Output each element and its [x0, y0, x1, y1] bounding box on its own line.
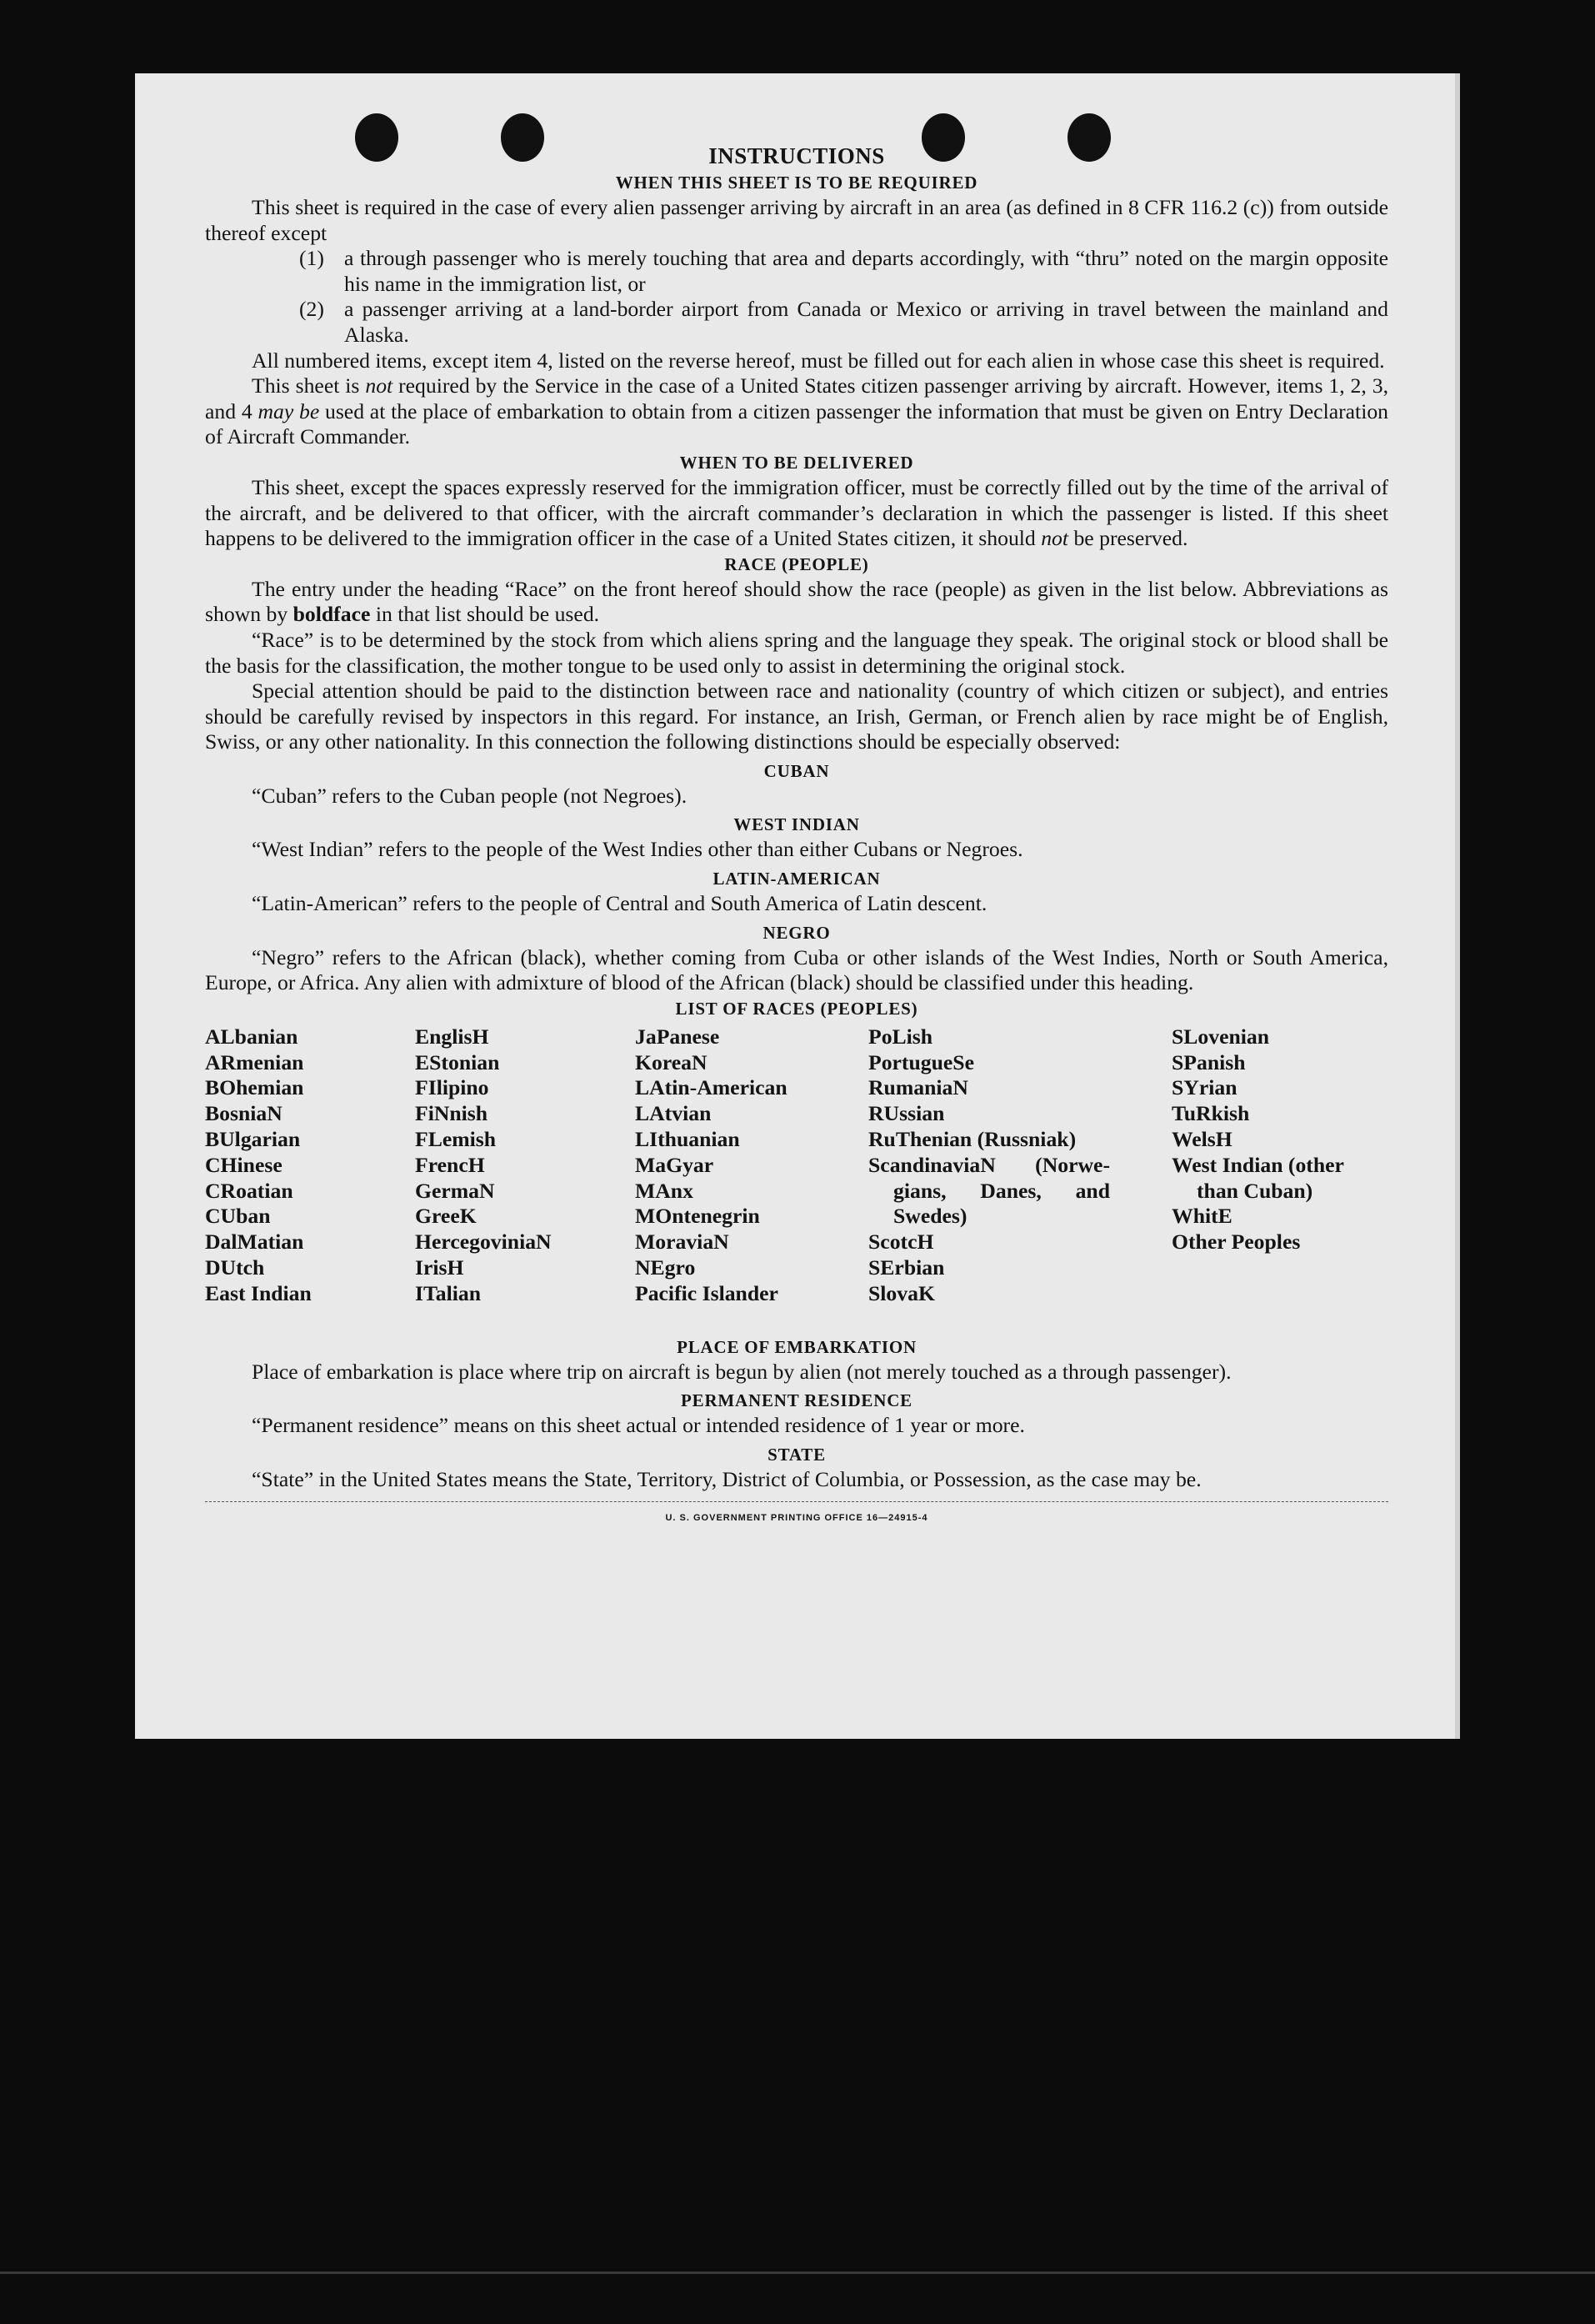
- race-entry: SPanish: [1172, 1049, 1246, 1074]
- numbered-items-paragraph: All numbered items, except item 4, listed on the reverse hereof, must be filled out for each alien in whose case this sheet is required.: [252, 348, 1385, 373]
- section-heading-when-required: WHEN THIS SHEET IS TO BE REQUIRED: [615, 173, 978, 193]
- race-entry: BosniaN: [205, 1101, 282, 1126]
- race-entry: GreeK: [415, 1204, 477, 1229]
- race-entry: WhitE: [1172, 1204, 1232, 1229]
- race-entry: FiNnish: [415, 1101, 488, 1126]
- page-title: INSTRUCTIONS: [708, 143, 885, 168]
- race-entry: FrencH: [415, 1152, 485, 1177]
- race-entry: SYrian: [1172, 1075, 1238, 1100]
- race-entry: LIthuanian: [635, 1127, 740, 1152]
- cuban-paragraph: “Cuban” refers to the Cuban people (not Negroes).: [252, 783, 688, 808]
- emphasis: not: [1041, 526, 1069, 551]
- race-entry-continuation: Swedes): [893, 1204, 968, 1229]
- text-span: This sheet, except the spaces expressly reserved for the immigration officer, must be correctly filled out by the time of the arrival of the aircraft, and be delivered to that officer, with the aircraft commander’s declaration in which the passenger is listed. If this sheet happens to be delivered to the immigration officer in the case of a United States citizen, it should: [205, 474, 1388, 551]
- race-entry-part: gians,: [893, 1178, 947, 1203]
- race-column: [415, 1024, 552, 1307]
- race-entry: CUban: [205, 1204, 271, 1229]
- race-entry: MaGyar: [635, 1152, 714, 1177]
- text-span: required by the Service in the case of a United States citizen passenger arriving by aircraft. However, items 1, 2, 3, and 4: [205, 373, 1389, 423]
- race-paragraph: [205, 577, 1388, 628]
- race-column: [868, 1024, 1110, 1307]
- item-number: (1): [299, 246, 324, 271]
- negro-paragraph: “Negro” refers to the African (black), whether coming from Cuba or other islands of the West Indies, North or South America, Europe, or Africa. Any alien with admixture of blood of the African (black) should be classified under this heading.: [205, 944, 1388, 995]
- text-span: The entry under the heading “Race” on the front hereof should show the race (people) as given in the list below. Abbreviations as shown by: [205, 576, 1388, 627]
- race-entry: SlovaK: [868, 1280, 935, 1305]
- section-heading-place-of-embarkation: PLACE OF EMBARKATION: [677, 1336, 917, 1357]
- embarkation-paragraph: Place of embarkation is place where trip on aircraft is begun by alien (not merely touched as a through passenger).: [252, 1359, 1232, 1384]
- race-entry: West Indian (other: [1172, 1152, 1344, 1177]
- race-paragraph: Special attention should be paid to the distinction between race and nationality (country of which citizen or subject), and entries should be carefully revised by inspectors in this regard. For instance, an Irish, German, or French alien by race might be of English, Swiss, or any other nationality. In this connection the following distinctions should be especially observed:: [205, 679, 1388, 754]
- emphasis: not: [365, 373, 393, 398]
- scan-edge-line: [0, 2271, 1595, 2274]
- required-intro: This sheet is required in the case of every alien passenger arriving by aircraft in an area (as defined in 8 CFR 116.2 (c)) from outside thereof except: [205, 195, 1388, 245]
- latin-american-paragraph: “Latin-American” refers to the people of Central and South America of Latin descent.: [252, 891, 988, 916]
- instructions-content: [205, 142, 1388, 1530]
- race-entry-part: and: [1075, 1178, 1110, 1203]
- race-entry-part: (Norwe-: [1035, 1152, 1110, 1177]
- race-entry: ARmenian: [205, 1049, 304, 1074]
- race-entry: PortugueSe: [868, 1049, 974, 1074]
- state-paragraph: “State” in the United States means the State, Territory, District of Columbia, or Possession, as the case may be.: [252, 1467, 1202, 1492]
- section-heading-state: STATE: [768, 1445, 826, 1465]
- race-entry: CHinese: [205, 1152, 282, 1177]
- citizen-paragraph: [205, 373, 1388, 450]
- race-entry: IrisH: [415, 1255, 464, 1280]
- emphasis: may be: [258, 398, 320, 423]
- race-entry-continuation: than Cuban): [1197, 1178, 1313, 1203]
- exception-item: [299, 297, 1388, 348]
- section-heading-when-delivered: WHEN TO BE DELIVERED: [679, 452, 914, 473]
- race-column: [1172, 1024, 1344, 1255]
- section-heading-cuban: CUBAN: [763, 760, 830, 781]
- item-text: a passenger arriving at a land-border airport from Canada or Mexico or arriving in travel between the mainland and Alaska.: [344, 297, 1388, 347]
- race-entry: GermaN: [415, 1178, 495, 1203]
- race-entry: ITalian: [415, 1280, 482, 1305]
- race-entry: EnglisH: [415, 1024, 489, 1049]
- race-entry: SLovenian: [1172, 1024, 1270, 1049]
- race-entry: MAnx: [635, 1178, 693, 1203]
- race-entry: FLemish: [415, 1127, 497, 1152]
- text-span: used at the place of embarkation to obtain from a citizen passenger the information that must be given on Entry Declaration of Aircraft Commander.: [205, 398, 1389, 449]
- race-paragraph: “Race” is to be determined by the stock from which aliens spring and the language they speak. The original stock or blood shall be the basis for the classification, the mother tongue to be used only to assist in determining the original stock.: [205, 627, 1388, 678]
- printer-imprint: U. S. GOVERNMENT PRINTING OFFICE 16—24915-4: [205, 1501, 1388, 1531]
- race-entry: ScotcH: [868, 1230, 934, 1255]
- race-entry: MOntenegrin: [635, 1204, 760, 1229]
- race-entry: RumaniaN: [868, 1075, 968, 1100]
- delivered-paragraph: [205, 475, 1388, 552]
- race-entry: RUssian: [868, 1101, 945, 1126]
- race-entry: NEgro: [635, 1255, 696, 1280]
- text-span: in that list should be used.: [375, 602, 600, 627]
- race-entry: Pacific Islander: [635, 1280, 778, 1305]
- item-number: (2): [299, 297, 324, 322]
- race-entry: PoLish: [868, 1024, 933, 1049]
- race-list: [205, 1024, 1388, 1335]
- race-entry: ALbanian: [205, 1024, 298, 1049]
- race-entry: SErbian: [868, 1255, 945, 1280]
- race-entry-continuation: [868, 1179, 1110, 1205]
- race-entry-part: ScandinaviaN: [868, 1152, 996, 1177]
- race-entry: BUlgarian: [205, 1127, 301, 1152]
- race-entry: WelsH: [1172, 1127, 1232, 1152]
- race-entry: FIlipino: [415, 1075, 489, 1100]
- race-entry: HercegoviniaN: [415, 1230, 552, 1255]
- section-heading-west-indian: WEST INDIAN: [733, 814, 860, 835]
- race-entry: TuRkish: [1172, 1101, 1250, 1126]
- race-column: [635, 1024, 788, 1307]
- section-heading-negro: NEGRO: [762, 922, 831, 943]
- race-entry: LAtin-American: [635, 1075, 788, 1100]
- race-entry: BOhemian: [205, 1075, 304, 1100]
- text-span: be preserved.: [1073, 526, 1188, 551]
- race-entry: Other Peoples: [1172, 1230, 1301, 1255]
- exception-item: [299, 246, 1388, 297]
- residence-paragraph: “Permanent residence” means on this sheet actual or intended residence of 1 year or more.: [252, 1413, 1025, 1438]
- race-entry-part: Danes,: [980, 1178, 1042, 1203]
- section-heading-latin-american: LATIN-AMERICAN: [712, 869, 881, 889]
- text-span: This sheet is: [252, 373, 360, 398]
- race-entry: RuThenian (Russniak): [868, 1127, 1077, 1152]
- item-text: a through passenger who is merely touching that area and departs accordingly, with “thru” noted on the margin opposite his name in the immigration list, or: [344, 246, 1388, 296]
- race-column: [205, 1024, 312, 1307]
- race-entry-scandinavian: [868, 1153, 1110, 1179]
- section-heading-permanent-residence: PERMANENT RESIDENCE: [681, 1390, 912, 1411]
- race-entry: KoreaN: [635, 1049, 708, 1074]
- document-sheet: [135, 73, 1460, 1739]
- race-entry: LAtvian: [635, 1101, 712, 1126]
- bold-text: boldface: [292, 602, 371, 627]
- section-heading-race: RACE (PEOPLE): [724, 553, 869, 574]
- section-heading-list-of-races: LIST OF RACES (PEOPLES): [675, 998, 918, 1019]
- west-indian-paragraph: “West Indian” refers to the people of the West Indies other than either Cubans or Negroes.: [252, 837, 1023, 862]
- race-entry: EStonian: [415, 1049, 500, 1074]
- race-entry: DUtch: [205, 1255, 265, 1280]
- race-entry: DalMatian: [205, 1230, 304, 1255]
- race-entry: East Indian: [205, 1280, 312, 1305]
- race-entry: MoraviaN: [635, 1230, 729, 1255]
- race-entry: CRoatian: [205, 1178, 293, 1203]
- race-entry: JaPanese: [635, 1024, 720, 1049]
